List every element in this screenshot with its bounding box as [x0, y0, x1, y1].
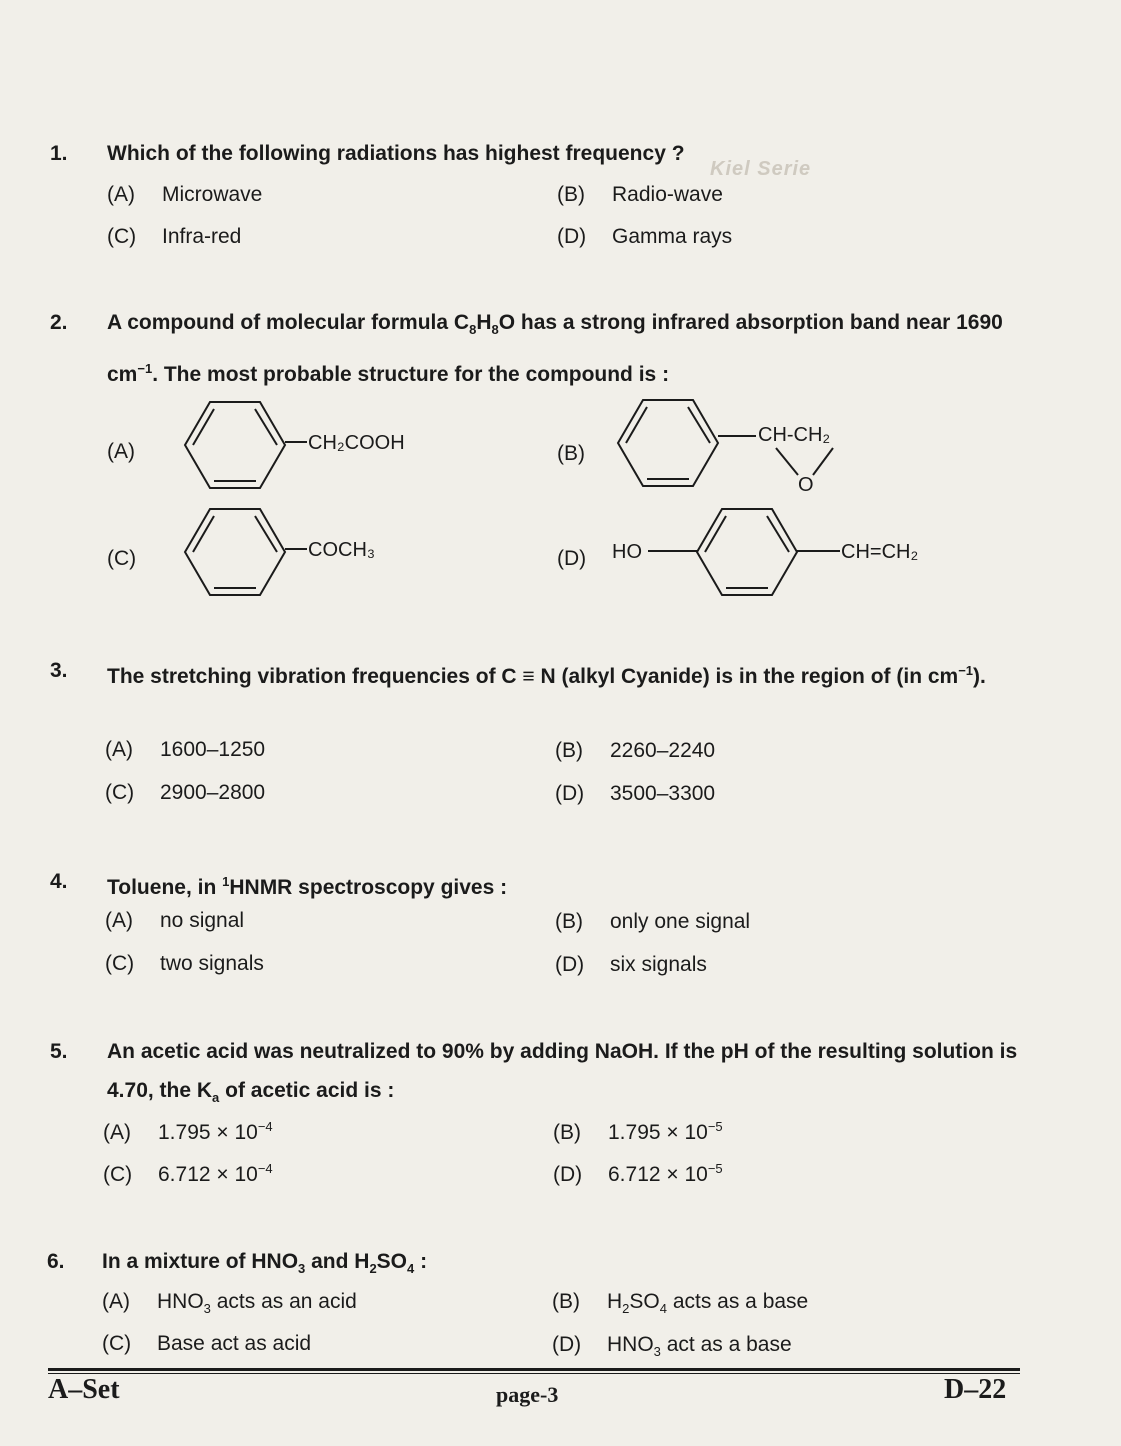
option-b: (B) Radio-wave: [557, 183, 723, 206]
substituent-label: CH-CH₂: [758, 424, 831, 446]
structure-c: [160, 502, 420, 602]
option-c: (C) two signals: [105, 952, 264, 975]
option-a-label: (A): [107, 440, 135, 463]
structure-d: [612, 502, 952, 602]
option-b: (B) only one signal: [555, 910, 751, 933]
question-number: 3.: [50, 659, 68, 682]
option-c: (C) Base act as acid: [102, 1332, 312, 1355]
question-number: 4.: [50, 870, 68, 893]
substituent-label: CH=CH₂: [841, 541, 919, 563]
bleed-through-text: Kiel Serie: [710, 158, 812, 180]
substituent-label: CH₂COOH: [308, 432, 405, 454]
option-a: (A) $1.795 \times 10^{-4}$: [103, 1119, 273, 1144]
substituent-label: COCH₃: [308, 539, 376, 561]
option-d: (D) 3500–3300: [555, 782, 716, 805]
question-number: 1.: [50, 142, 68, 165]
question-number: 2.: [50, 311, 68, 334]
page-number: page-3: [496, 1382, 559, 1407]
question-text: Which of the following radiations has highest frequency ?: [107, 142, 685, 165]
option-d: (D) $HNO_3$ act as a base: [552, 1333, 792, 1360]
question-number: 5.: [50, 1040, 68, 1063]
option-c: (C) $6.712 \times 10^{-4}$: [103, 1161, 273, 1186]
footer-rule-thin: [48, 1373, 1020, 1374]
structure-a: [160, 395, 450, 495]
option-b-label: (B): [557, 442, 585, 465]
set-label: A–Set: [48, 1374, 120, 1405]
hydroxyl-label: HO: [612, 541, 642, 563]
option-d-label: (D): [557, 547, 587, 570]
question-text: In a mixture of $HNO_3$ and $H_2SO_4$ :: [102, 1250, 428, 1277]
option-d: (D) six signals: [555, 953, 707, 976]
option-d: (D) $6.712 \times 10^{-5}$: [553, 1161, 723, 1186]
booklet-code: D–22: [944, 1374, 1007, 1405]
footer-rule: [48, 1368, 1020, 1371]
option-a: (A) 1600–1250: [105, 738, 266, 761]
epoxide-oxygen: O: [798, 474, 814, 496]
option-c: (C) Infra-red: [107, 225, 242, 248]
option-b: (B) $1.795 \times 10^{-5}$: [553, 1119, 723, 1144]
structure-b: [608, 393, 868, 498]
question-text: Toluene, in $^1$HNMR spectroscopy gives :: [107, 874, 508, 899]
option-b: (B) 2260–2240: [555, 739, 716, 762]
option-d: (D) Gamma rays: [557, 225, 733, 248]
question-number: 6.: [47, 1250, 65, 1273]
option-a: (A) no signal: [105, 909, 245, 932]
option-b: (B) $H_2SO_4$ acts as a base: [552, 1290, 809, 1317]
question-text: An acetic acid was neutralized to 90% by adding NaOH. If the pH of the resulting solution is 4.70, the $K_a$ of acetic acid is :: [107, 1040, 1018, 1106]
question-text: The stretching vibration frequencies of C ≡ N (alkyl Cyanide) is in the region of (in $cm^{-1}$).: [107, 663, 986, 688]
option-c: (C) 2900–2800: [105, 781, 266, 804]
option-a: (A) $HNO_3$ acts as an acid: [102, 1290, 357, 1317]
option-a: (A) Microwave: [107, 183, 263, 206]
option-c-label: (C): [107, 547, 137, 570]
question-text: A compound of molecular formula $C_8H_8O$ has a strong infrared absorption band near 1690 $cm^{-1}$. The most probable structure for the compound is :: [107, 311, 1003, 387]
